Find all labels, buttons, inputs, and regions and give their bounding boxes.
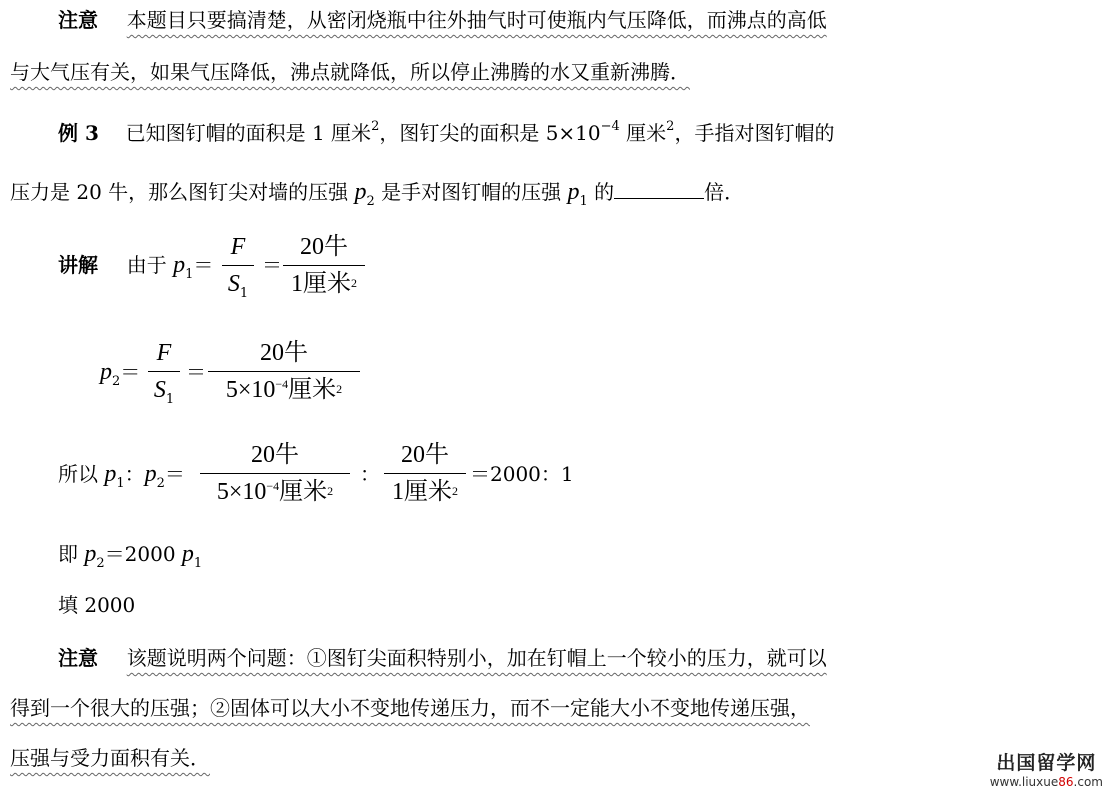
note1-tag: 注意 xyxy=(58,8,98,32)
p2-var: p xyxy=(100,359,112,385)
den-sup: 2 xyxy=(452,484,458,498)
watermark-url-b: 86 xyxy=(1058,775,1074,789)
example3-q2d: 倍． xyxy=(704,180,745,204)
p2-var: p xyxy=(84,541,97,567)
ji-value: ＝2000 xyxy=(104,542,182,566)
S-var: S xyxy=(227,271,240,297)
example3-line1 xyxy=(58,117,834,146)
solution-line2 xyxy=(100,356,141,389)
example3-sup2: −4 xyxy=(600,119,620,134)
example3-q1b: ，图钉尖的面积是 5×10 xyxy=(379,121,601,145)
note2-line2: 得到一个很大的压强；②固体可以大小不变地传递压力，而不一定能大小不变地传递压强， xyxy=(10,696,810,720)
p2-sub: 2 xyxy=(96,556,105,571)
note2-tag: 注意 xyxy=(58,646,98,670)
den-text-b: 厘米 xyxy=(288,377,337,403)
frac-bar xyxy=(200,473,350,474)
equals-sign: ＝ xyxy=(164,462,185,486)
note2-text1: 该题说明两个问题：①图钉尖面积特别小，加在钉帽上一个较小的压力，就可以 xyxy=(126,646,827,670)
example3-tag: 例 3 xyxy=(58,121,99,145)
frac-num: 20牛 xyxy=(260,340,308,366)
equals-sign: ＝ xyxy=(193,253,214,277)
p1-subscript: 1 xyxy=(579,194,588,209)
equals-sign: ＝ xyxy=(120,360,141,384)
p1-var-sub: 1 xyxy=(185,267,194,282)
fraction-20N-5e-4cm2-a xyxy=(208,338,360,408)
S-sub: 1 xyxy=(165,392,175,407)
frac-den xyxy=(148,375,180,409)
example3-sup3: 2 xyxy=(666,119,675,134)
ratio-result: ＝2000：1 xyxy=(470,462,574,486)
frac-den xyxy=(283,269,365,302)
frac-num: 20牛 xyxy=(251,442,299,468)
den-text-a: 5×10 xyxy=(225,377,276,403)
den-text-b: 厘米 xyxy=(279,479,328,505)
p1-sub: 1 xyxy=(193,556,203,571)
den-exp: −4 xyxy=(266,479,280,493)
answer-blank xyxy=(614,180,704,199)
note1-text1: 本题目只要搞清楚，从密闭烧瓶中往外抽气时可使瓶内气压降低，而沸点的高低 xyxy=(126,8,827,32)
note2-line3: 压强与受力面积有关． xyxy=(10,746,210,770)
frac-num: F xyxy=(230,234,246,260)
frac-num: F xyxy=(156,340,172,366)
fraction-F-S1-a xyxy=(222,232,254,303)
p1-var: p xyxy=(173,252,186,278)
den-sup: 2 xyxy=(327,484,334,498)
note2-line1 xyxy=(58,642,827,671)
frac-bar xyxy=(222,265,254,266)
watermark-logo xyxy=(990,748,1103,789)
fill-answer: 填 2000 xyxy=(58,593,136,617)
p1-symbol: p xyxy=(567,179,580,205)
frac-bar xyxy=(148,371,180,372)
example3-line2 xyxy=(10,176,745,209)
frac-bar xyxy=(283,265,365,266)
watermark-cn: 出国留学网 xyxy=(996,752,1097,774)
equals-sign-3: ＝ xyxy=(186,360,206,384)
den-sup: 2 xyxy=(336,382,343,396)
p1-sub: 1 xyxy=(116,476,125,491)
equals-sign-2: ＝ xyxy=(262,253,282,277)
example3-q2a: 压力是 20 牛，那么图钉尖对墙的压强 xyxy=(10,180,355,204)
p1-var: p xyxy=(104,461,117,487)
colon: ： xyxy=(124,462,145,486)
p2-sub: 2 xyxy=(156,476,165,491)
p2-var: p xyxy=(144,461,157,487)
fraction-20N-1cm2-b xyxy=(384,440,466,510)
colon-2: ： xyxy=(360,462,380,486)
den-text: 1厘米 xyxy=(291,271,351,297)
example3-q1d: ，手指对图钉帽的 xyxy=(674,121,835,145)
example3-q2b: 是手对图钉帽的压强 xyxy=(374,180,568,204)
watermark-url-a: www.liuxue xyxy=(989,775,1059,789)
fraction-20N-1cm2 xyxy=(283,232,365,302)
so-text: 所以 xyxy=(58,462,98,486)
S-sub: 1 xyxy=(239,286,249,301)
p1-var: p xyxy=(181,541,194,567)
example3-q1c: 厘米 xyxy=(619,121,667,145)
solution-line1 xyxy=(58,249,214,282)
p2-var-sub: 2 xyxy=(112,374,121,389)
fraction-F-S1-b xyxy=(148,338,180,409)
den-exp: −4 xyxy=(275,377,289,391)
solution-line4 xyxy=(58,538,203,571)
example3-q1a: 已知图钉帽的面积是 1 厘米 xyxy=(125,121,372,145)
frac-den xyxy=(208,375,360,408)
frac-den xyxy=(200,477,350,510)
S-var: S xyxy=(153,377,166,403)
den-text-a: 5×10 xyxy=(216,479,267,505)
p2-subscript: 2 xyxy=(366,194,375,209)
solution-line3 xyxy=(58,458,185,491)
watermark-url xyxy=(990,775,1103,789)
note1-line1 xyxy=(58,4,827,33)
example3-q2c: 的 xyxy=(587,180,615,204)
den-sup: 2 xyxy=(351,276,357,290)
fraction-20N-5e-4cm2-b xyxy=(200,440,350,510)
frac-bar xyxy=(208,371,360,372)
frac-num: 20牛 xyxy=(300,234,348,260)
frac-num: 20牛 xyxy=(401,442,449,468)
since-text: 由于 xyxy=(126,253,167,277)
den-text: 1厘米 xyxy=(392,479,452,505)
example3-sup1: 2 xyxy=(371,119,380,134)
frac-den xyxy=(222,269,254,303)
ji-text: 即 xyxy=(58,542,78,566)
frac-den xyxy=(384,477,466,510)
watermark-url-c: .com xyxy=(1073,775,1103,789)
frac-bar xyxy=(384,473,466,474)
p2-symbol: p xyxy=(354,179,367,205)
note1-line2: 与大气压有关，如果气压降低，沸点就降低，所以停止沸腾的水又重新沸腾． xyxy=(10,60,690,84)
solution-tag: 讲解 xyxy=(58,253,98,277)
